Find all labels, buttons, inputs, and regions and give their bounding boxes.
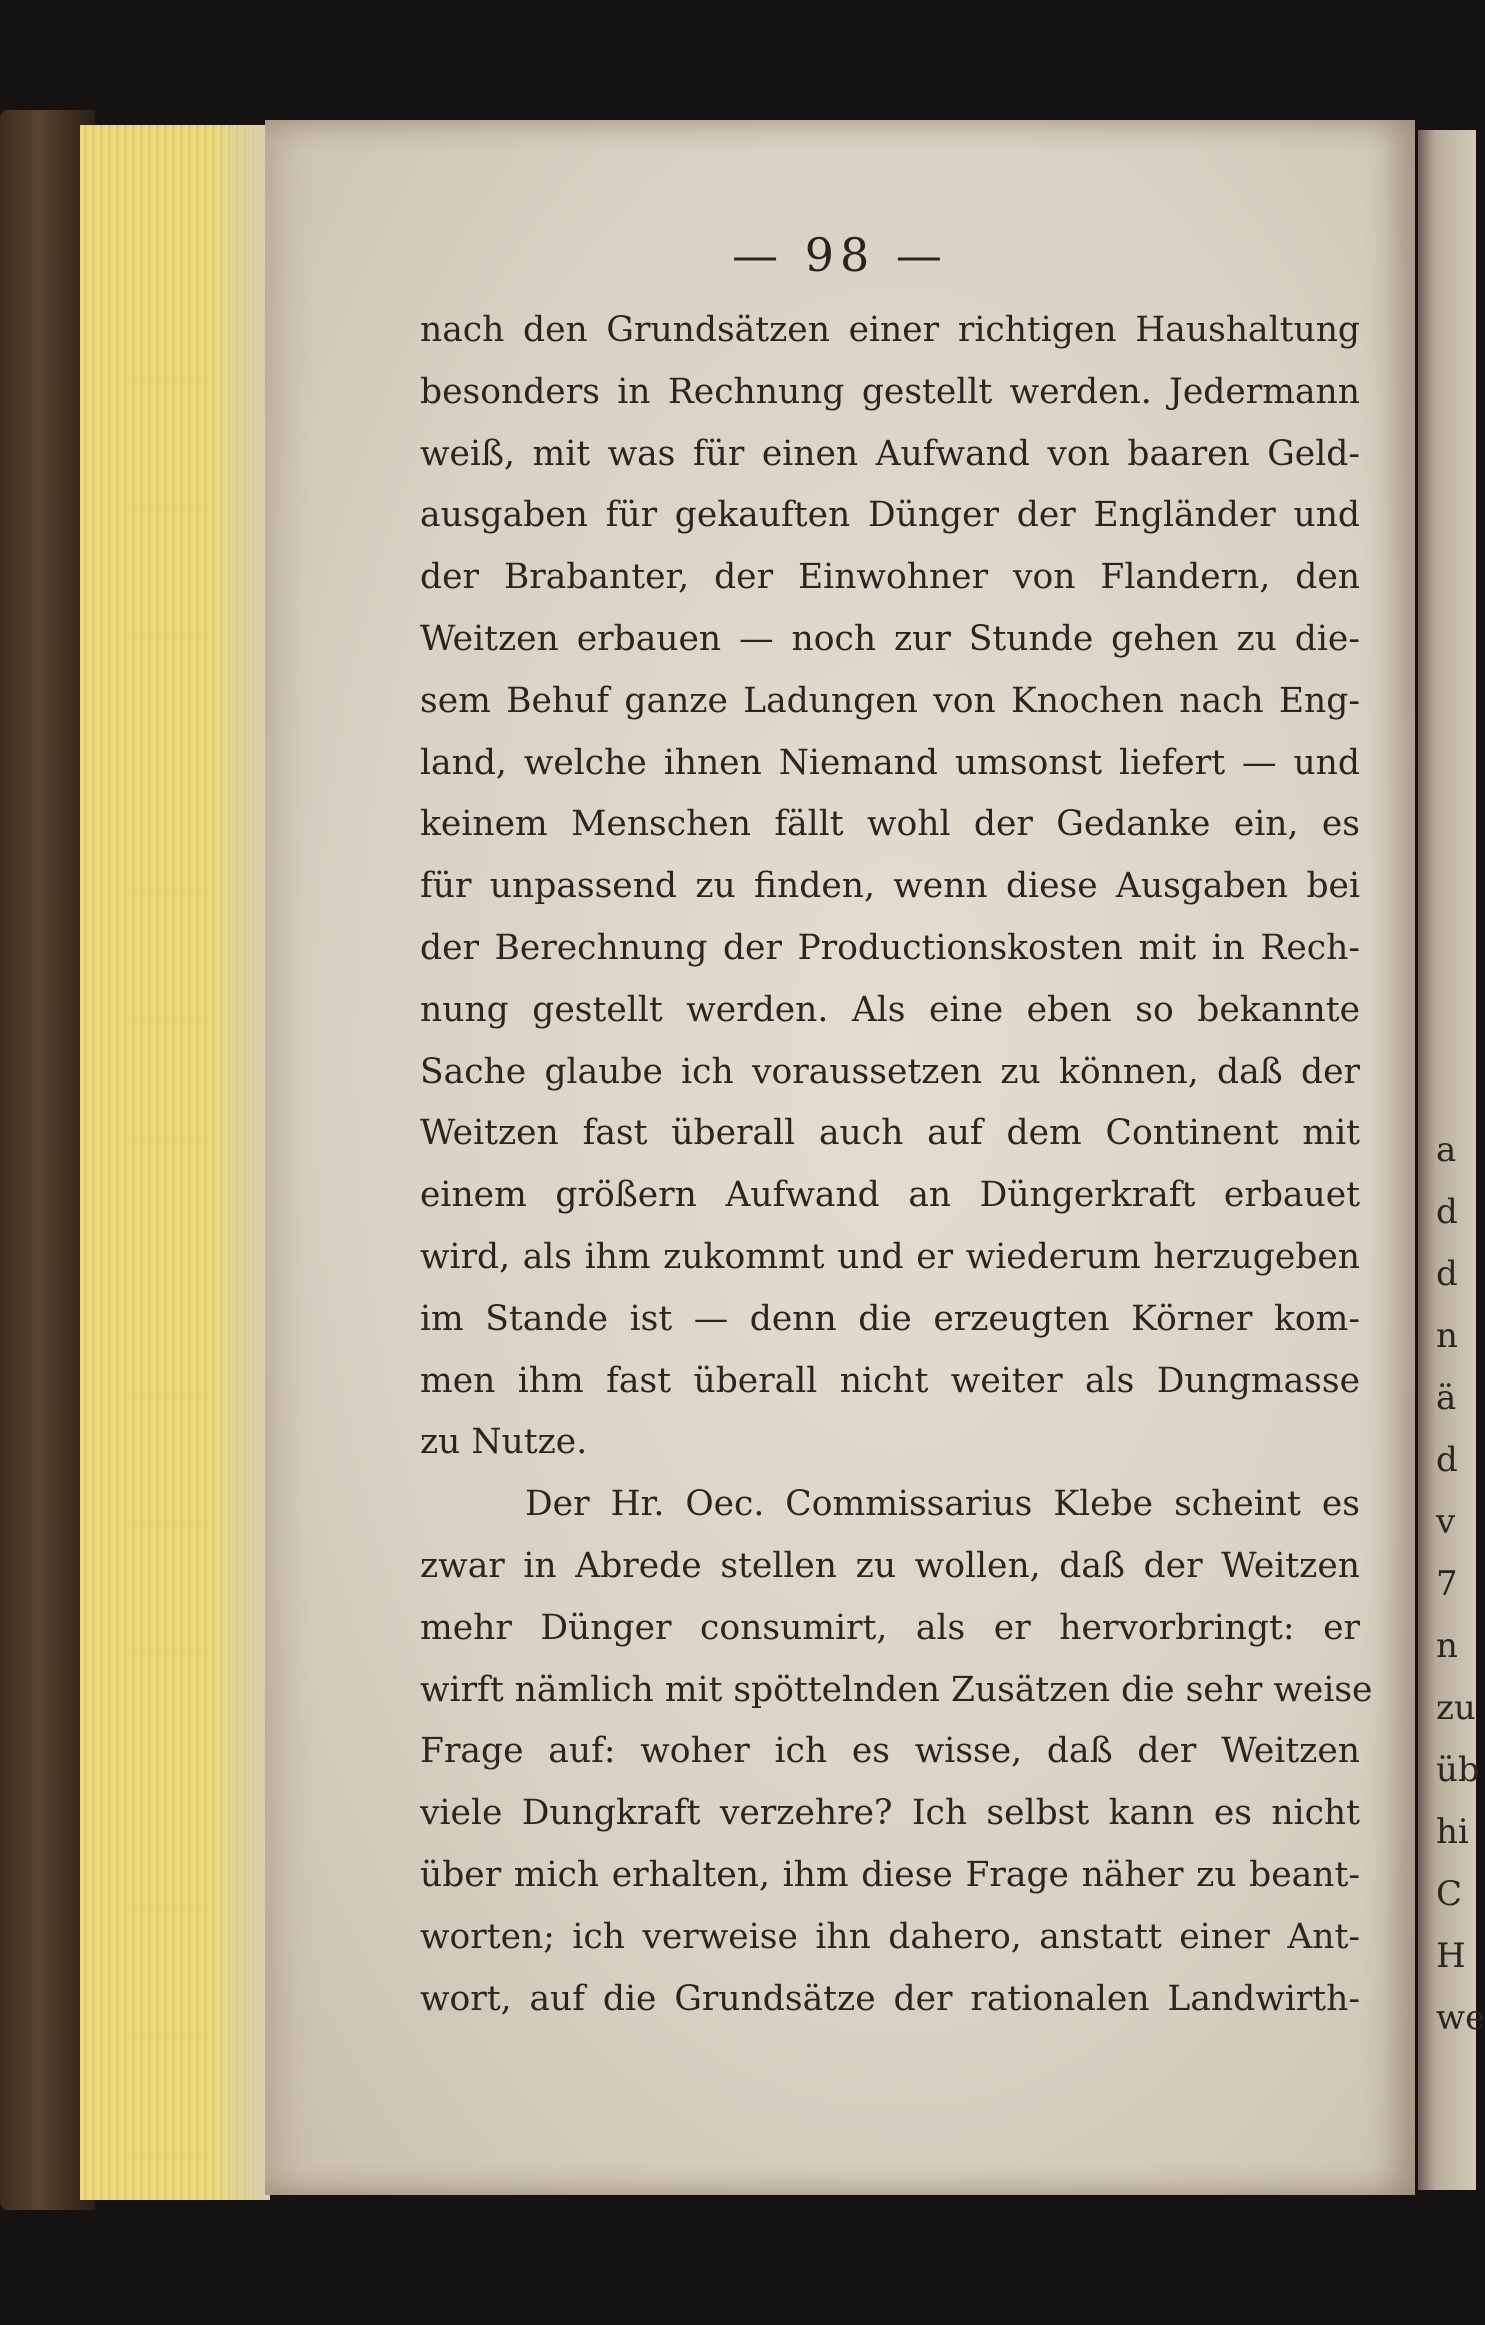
text-line: wort, auf die Grundsätze der rationalen Landwirth- [420, 1978, 1360, 2019]
text-line: mehr Dünger consumirt, als er hervorbringt: er [420, 1607, 1360, 1648]
text-line: viele Dungkraft verzehre? Ich selbst kann es nicht [420, 1793, 1360, 1834]
text-line: Frage auf: woher ich es wisse, daß der Weitzen [420, 1731, 1360, 1772]
text-line: Weitzen fast überall auch auf dem Continent mit [420, 1113, 1360, 1154]
text-line: der Brabanter, der Einwohner von Flandern, den [420, 557, 1360, 598]
text-line: nung gestellt werden. Als eine eben so bekannte [420, 989, 1360, 1030]
text-line: über mich erhalten, ihm diese Frage näher zu beant- [420, 1854, 1360, 1895]
text-line: land, welche ihnen Niemand umsonst liefert — und [420, 742, 1360, 783]
text-line: im Stande ist — denn die erzeugten Körner kom- [420, 1298, 1360, 1339]
next-page-fragment: we [1436, 1998, 1485, 2038]
next-page-fragment: 7 [1436, 1564, 1458, 1604]
next-page-fragment: n [1436, 1626, 1458, 1666]
text-line: der Berechnung der Productionskosten mit in Rech- [420, 927, 1360, 968]
text-line: einem größern Aufwand an Düngerkraft erbauet [420, 1175, 1360, 1216]
text-line: Der Hr. Oec. Commissarius Klebe scheint es [525, 1484, 1360, 1525]
text-line: nach den Grundsätzen einer richtigen Haushaltung [420, 310, 1360, 350]
next-page-fragment: zu [1436, 1688, 1476, 1728]
next-page-fragment: d [1436, 1254, 1458, 1294]
next-page-fragment: v [1436, 1502, 1456, 1542]
text-line: wird, als ihm zukommt und er wiederum herzugeben [420, 1236, 1360, 1277]
text-line: weiß, mit was für einen Aufwand von baaren Geld- [420, 433, 1360, 474]
next-page-fragment: hi [1436, 1812, 1469, 1852]
text-line: besonders in Rechnung gestellt werden. Jedermann [420, 371, 1360, 412]
text-line: zwar in Abrede stellen zu wollen, daß der Weitzen [420, 1545, 1360, 1586]
next-page-fragment: üb [1436, 1750, 1480, 1790]
next-page-edge [1418, 130, 1485, 2190]
text-line: wirft nämlich mit spöttelnden Zusätzen die sehr weise [420, 1669, 1373, 1710]
next-page-fragment: d [1436, 1440, 1458, 1480]
next-page-fragment: n [1436, 1316, 1458, 1356]
text-line: keinem Menschen fällt wohl der Gedanke ein, es [420, 804, 1360, 845]
text-line: zu Nutze. [420, 1422, 588, 1463]
page-number: — 98 — [732, 228, 948, 282]
text-line: Sache glaube ich voraussetzen zu können, daß der [420, 1051, 1360, 1092]
text-line: Weitzen erbauen — noch zur Stunde gehen zu die- [420, 618, 1360, 659]
next-page-fragment: a [1436, 1130, 1457, 1170]
text-line: für unpassend zu finden, wenn diese Ausgaben bei [420, 866, 1360, 907]
next-page-fragment: C [1436, 1874, 1463, 1914]
text-line: sem Behuf ganze Ladungen von Knochen nach Eng- [420, 680, 1360, 721]
text-line: worten; ich verweise ihn dahero, anstatt einer Ant- [420, 1916, 1360, 1957]
page-text [420, 300, 1373, 2030]
book-page [265, 120, 1415, 2195]
text-line: ausgaben für gekauften Dünger der Engländer und [420, 495, 1360, 536]
page-edges [80, 125, 270, 2200]
text-line: men ihm fast überall nicht weiter als Dungmasse [420, 1360, 1360, 1401]
next-page-fragment: H [1436, 1936, 1466, 1976]
next-page-fragment: ä [1436, 1378, 1457, 1418]
next-page-fragment: d [1436, 1192, 1458, 1232]
